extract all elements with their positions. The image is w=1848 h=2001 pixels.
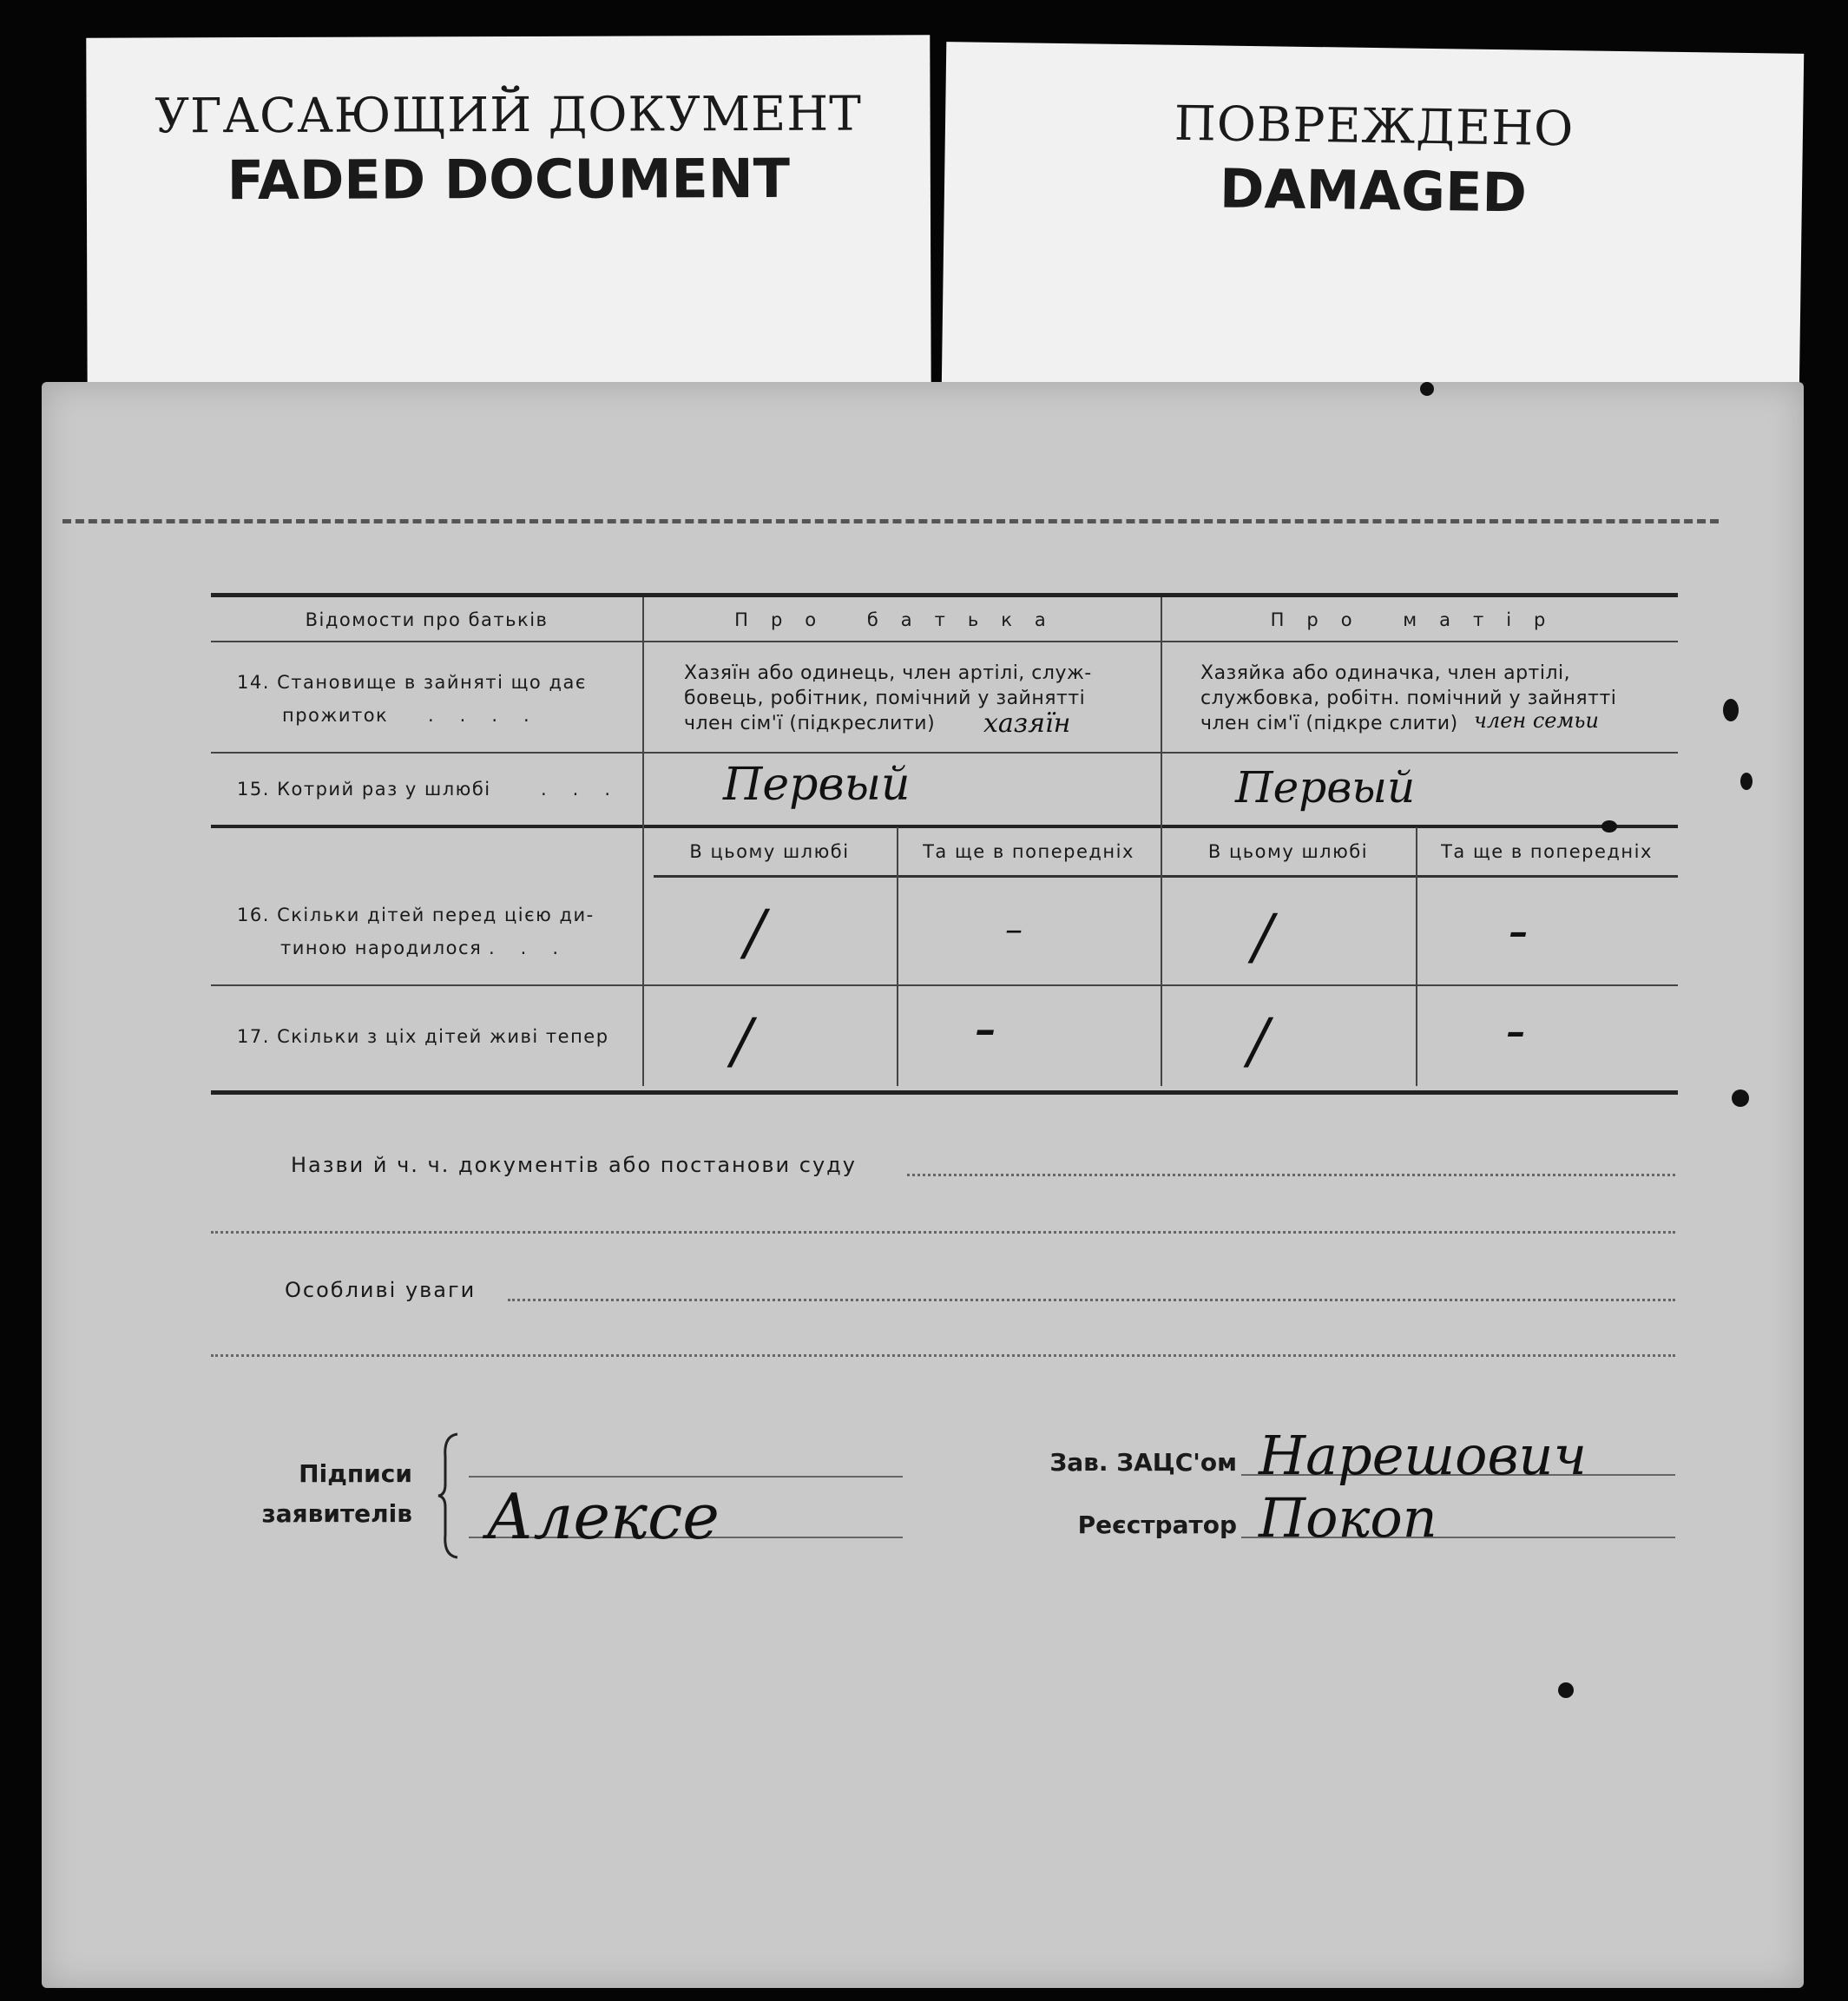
ink-stain	[1740, 773, 1753, 790]
father-options-line2: бовець, робітник, помічний у зайнятті	[684, 688, 1086, 709]
documents-line-2	[211, 1231, 1675, 1234]
row15-label: 15. Котрий раз у шлюбі	[237, 779, 491, 800]
damaged-label-en: DAMAGED	[1219, 156, 1528, 225]
row16-dots: ...	[489, 938, 585, 958]
faded-label-ru: УГАСАЮЩИЙ ДОКУМЕНТ	[155, 85, 862, 144]
header-divider	[211, 641, 1678, 642]
row16-father-this: /	[745, 897, 766, 968]
header-parents-info: Відомости про батьків	[305, 609, 549, 630]
parents-info-table	[211, 593, 1678, 1095]
header-father: Про батька	[734, 609, 1069, 630]
father-options-line1: Хазяїн або одинець, член артілі, служ-	[684, 662, 1092, 684]
ink-stain	[1420, 382, 1434, 396]
applicant-sign-line-1	[469, 1476, 903, 1478]
row14-mother-handwritten: член семьи	[1474, 708, 1599, 733]
registrar-signature: Покоп	[1259, 1486, 1437, 1550]
faded-document-card	[86, 35, 931, 402]
row17-father-this: /	[732, 1005, 753, 1076]
row17-mother-prev: –	[1506, 1010, 1525, 1054]
head-label: Зав. ЗАЦС'ом	[1049, 1448, 1237, 1477]
mother-options-line1: Хазяйка або одиначка, член артілі,	[1200, 662, 1571, 684]
ink-stain	[1723, 699, 1739, 721]
applicant-signature: Алексе	[486, 1480, 720, 1553]
applicants-label-line1: Підписи	[299, 1459, 412, 1488]
father-options-line3: член сім'ї (підкреслити)	[684, 713, 936, 734]
row14-father-handwritten: хазяїн	[983, 708, 1071, 739]
subheader-father-previous: Та ще в попередніх	[923, 841, 1134, 862]
row15-divider	[211, 825, 1678, 828]
row17-father-prev: –	[975, 1005, 996, 1054]
row17-mother-this: /	[1248, 1005, 1269, 1076]
row14-father-options	[684, 661, 1153, 736]
ink-stain	[1732, 1089, 1749, 1107]
subheader-mother-previous: Та ще в попередніх	[1441, 841, 1653, 862]
row16-mother-this: /	[1253, 901, 1273, 972]
applicants-brace	[437, 1431, 461, 1561]
row16-divider	[211, 984, 1678, 986]
notes-line-2	[211, 1354, 1675, 1357]
row16-father-prev: –	[1005, 910, 1023, 950]
row14-dots: ....	[428, 705, 556, 726]
documents-line-1	[907, 1174, 1675, 1176]
row17-label: 17. Скільки з ціх дітей живі тепер	[237, 1026, 609, 1047]
ink-stain	[1558, 1682, 1574, 1698]
row15-mother-value: Первый	[1235, 762, 1416, 813]
applicants-label-line2: заявителів	[261, 1499, 412, 1528]
row15-father-value: Первый	[723, 759, 911, 811]
faded-label-en: FADED DOCUMENT	[227, 146, 791, 213]
row14-label-line1: 14. Становище в зайняті що дає	[237, 672, 587, 693]
documents-label: Назви й ч. ч. документів або постанови суду	[291, 1153, 857, 1177]
subheader-mother-this: В цьому шлюбі	[1207, 841, 1369, 862]
row14-divider	[211, 752, 1678, 754]
damaged-label-ru: ПОВРЕЖДЕНО	[1174, 95, 1575, 157]
applicants-label	[243, 1454, 412, 1534]
head-signature: Нарешович	[1259, 1424, 1588, 1487]
row16-label-line2: тиною народилося	[280, 938, 483, 958]
row15-dots: ...	[541, 779, 637, 800]
row16-label-line1: 16. Скільки дітей перед цією ди-	[237, 905, 595, 925]
mother-options-line2: службовка, робітн. помічний у зайнятті	[1200, 688, 1617, 709]
ink-stain	[1601, 820, 1617, 833]
row14-label-line2: прожиток	[282, 705, 389, 726]
registrar-label: Реєстратор	[1077, 1511, 1237, 1539]
notes-label: Особливі уваги	[285, 1278, 477, 1302]
row16-mother-prev: –	[1509, 910, 1528, 954]
subheader-divider	[654, 875, 1678, 878]
subheader-father-this: В цьому шлюбі	[689, 841, 850, 862]
mother-options-line3: член сім'ї (підкре слити)	[1200, 713, 1458, 734]
notes-line-1	[508, 1299, 1675, 1301]
row14-mother-options	[1200, 661, 1669, 736]
tear-off-line	[62, 519, 1719, 523]
header-mother: Про матір	[1270, 609, 1568, 630]
